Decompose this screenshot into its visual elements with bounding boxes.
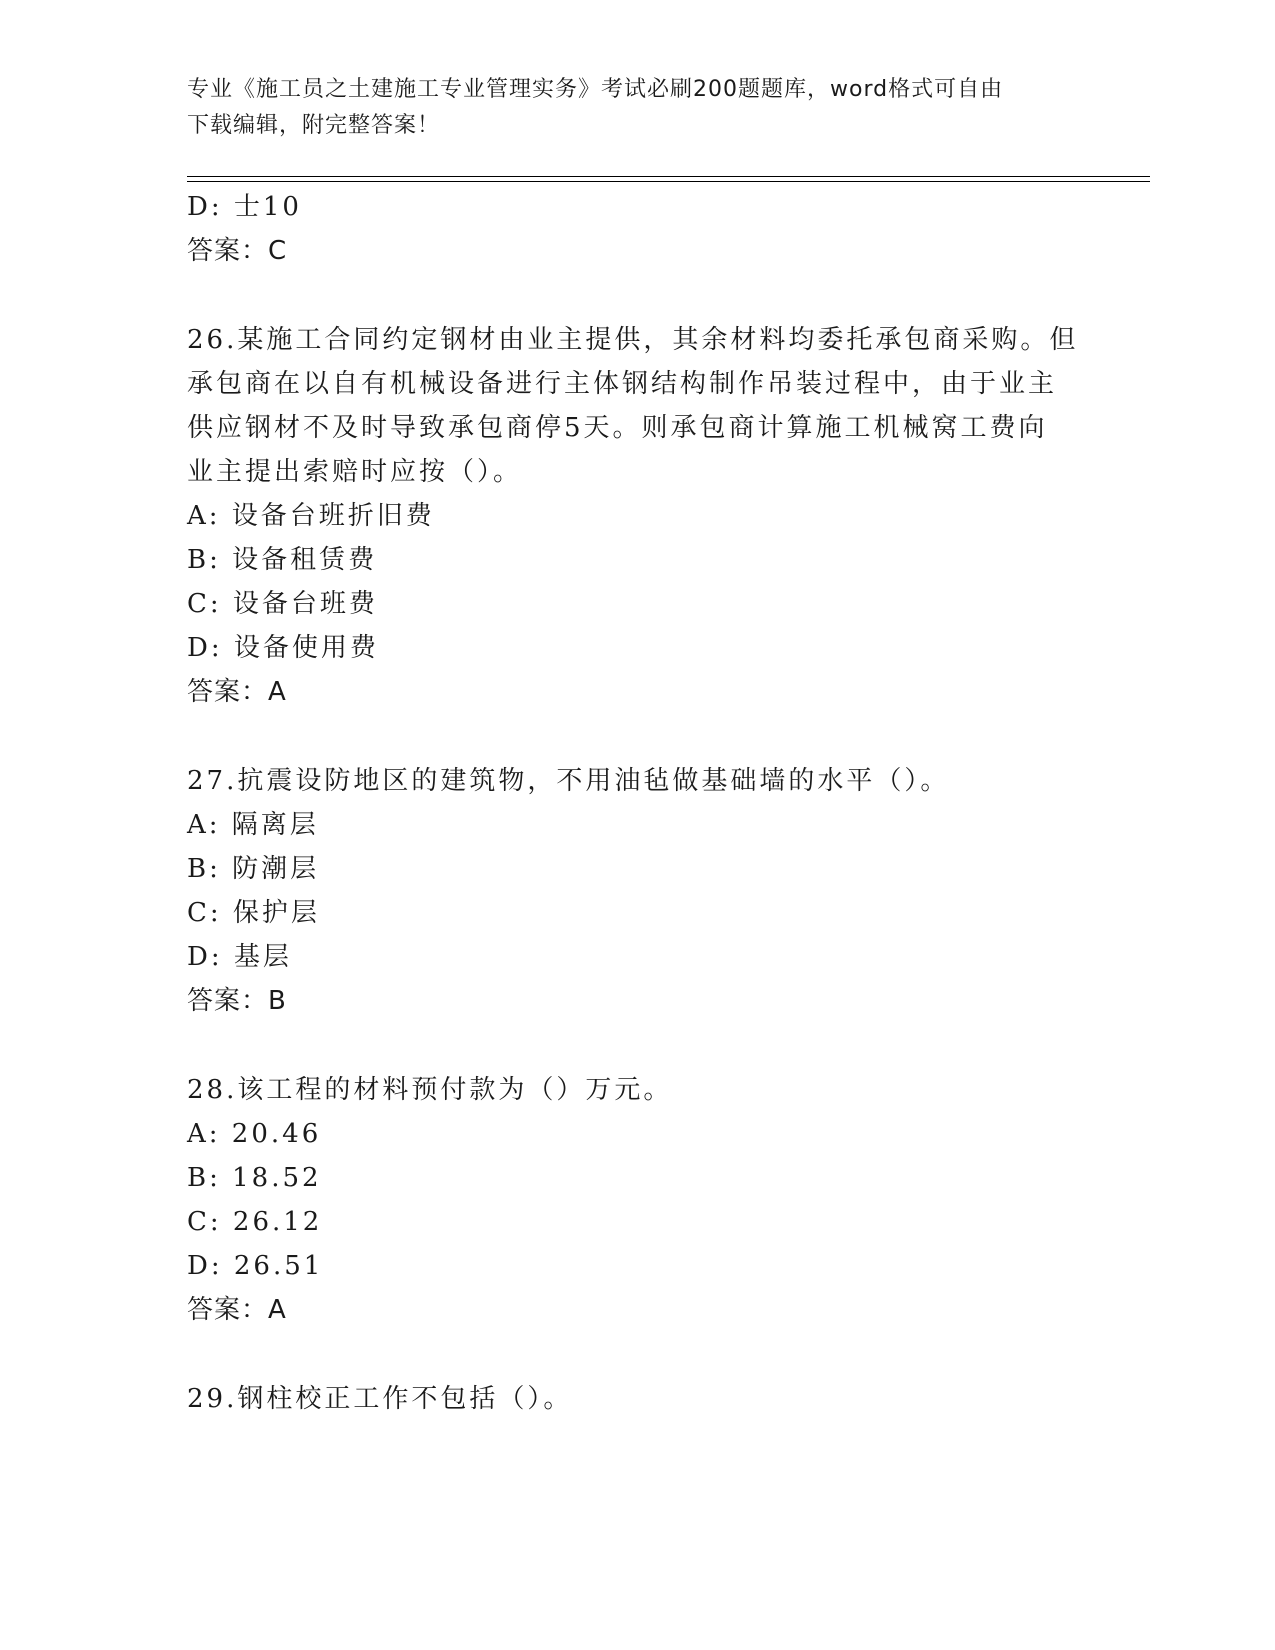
- prev-answer: 答案：C: [187, 236, 288, 266]
- q26-option-a: A: 设备台班折旧费: [187, 501, 435, 531]
- q26-option-d: D: 设备使用费: [187, 633, 379, 663]
- prev-option-d: D: 士10: [187, 192, 302, 222]
- q28-option-b: B: 18.52: [187, 1163, 322, 1193]
- q29-text-line-1: 29.钢柱校正工作不包括（）。: [187, 1384, 573, 1414]
- q26-option-b: B: 设备租赁费: [187, 545, 378, 575]
- q27-option-c: C: 保护层: [187, 898, 320, 928]
- q28-option-c: C: 26.12: [187, 1207, 323, 1237]
- q27-answer: 答案：B: [187, 986, 287, 1016]
- q26-text-line-4: 业主提出索赔时应按（）。: [187, 457, 523, 487]
- q27-option-a: A: 隔离层: [187, 810, 319, 840]
- q26-answer: 答案：A: [187, 677, 287, 707]
- q28-text-line-1: 28.该工程的材料预付款为（）万元。: [187, 1075, 673, 1105]
- q28-answer: 答案：A: [187, 1295, 287, 1325]
- q27-option-d: D: 基层: [187, 942, 292, 972]
- header-rule-bottom: [187, 181, 1150, 182]
- q26-text-line-3: 供应钢材不及时导致承包商停5天。则承包商计算施工机械窝工费向: [187, 413, 1048, 443]
- q27-option-b: B: 防潮层: [187, 854, 320, 884]
- q26-option-c: C: 设备台班费: [187, 589, 378, 619]
- q26-text-line-2: 承包商在以自有机械设备进行主体钢结构制作吊装过程中，由于业主: [187, 369, 1058, 399]
- q28-option-d: D: 26.51: [187, 1251, 324, 1281]
- header-line-1: 专业《施工员之土建施工专业管理实务》考试必刷200题题库，word格式可自由: [187, 77, 1004, 102]
- q27-text-line-1: 27.抗震设防地区的建筑物，不用油毡做基础墙的水平（）。: [187, 766, 950, 796]
- header-rule-top: [187, 176, 1150, 177]
- header-text: [187, 72, 1067, 144]
- header-line-2: 下载编辑，附完整答案！: [187, 113, 441, 138]
- q26-text-line-1: 26.某施工合同约定钢材由业主提供，其余材料均委托承包商采购。但: [187, 325, 1079, 355]
- q28-option-a: A: 20.46: [187, 1119, 322, 1149]
